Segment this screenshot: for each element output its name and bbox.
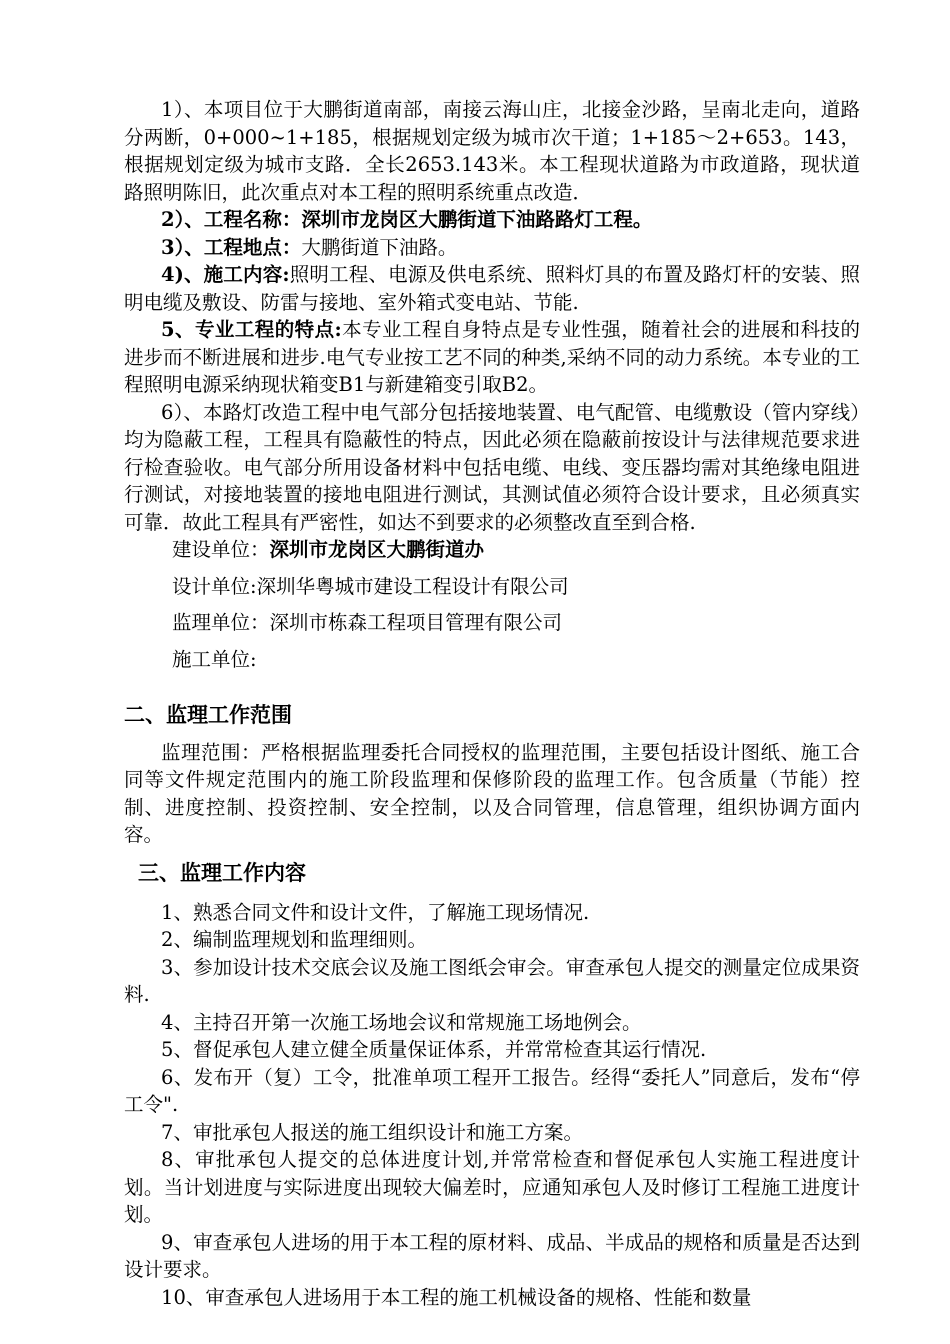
document-page: [124, 96, 860, 1311]
project-location-paragraph: 1）、本项目位于大鹏街道南部，南接云海山庄，北接金沙路，呈南北走向，道路分两断，0+000~1+185，根据规划定级为城市次干道；1+185～2+653。143，根据规划定级为城市支路．全长2653.143米。本工程现状道路为市政道路，现状道路照明陈旧，此次重点对本工程的照明系统重点改造．: [124, 98, 860, 204]
section-scope-heading: 二、监理工作范围: [124, 702, 292, 727]
list-item: 2、编制监理规划和监理细则。: [161, 928, 427, 951]
construction-content-value: 照明工程、电源及供电系统、照料灯具的布置及路灯杆的安装、照明电缆及敷设、防雷与接地、室外箱式变电站、节能.: [124, 263, 860, 314]
build-unit-line: [172, 536, 860, 563]
build-unit-label: 建设单位：: [172, 538, 270, 561]
engineering-features-paragraph: [124, 316, 860, 399]
list-item: 9、审查承包人进场的用于本工程的原材料、成品、半成品的规格和质量是否达到设计要求。: [124, 1230, 860, 1281]
engineering-features-value: 本专业工程自身特点是专业性强，随着社会的进展和科技的进步而不断进展和进步.电气专业按工艺不同的种类,采纳不同的动力系统。本专业的工程照明电源采纳现状箱变B1与新建箱变引取B2。: [124, 318, 860, 396]
design-unit-line: 设计单位:深圳华粤城市建设工程设计有限公司: [172, 574, 569, 598]
list-item: 1、熟悉合同文件和设计文件，了解施工现场情况.: [161, 900, 590, 924]
build-unit-value: 深圳市龙岗区大鹏街道办: [269, 538, 485, 561]
supervision-unit-line: 监理单位：深圳市栋森工程项目管理有限公司: [172, 611, 563, 634]
project-site-value: 大鹏街道下油路。: [301, 235, 458, 259]
list-item: 3、参加设计技术交底会议及施工图纸会审会。审查承包人提交的测量定位成果资料.: [124, 955, 860, 1006]
project-site-paragraph: [124, 234, 860, 262]
list-item: 6、发布开（复）工令，批准单项工程开工报告。经得“委托人”同意后，发布“停工令".: [124, 1065, 860, 1116]
construction-content-paragraph: [124, 261, 860, 316]
list-item: 8、审批承包人提交的总体进度计划,并常常检查和督促承包人实施工程进度计划。当计划进度与实际进度出现较大偏差时，应通知承包人及时修订工程施工进度计划。: [124, 1148, 860, 1226]
construction-content-label: 4)、施工内容:: [161, 263, 290, 286]
construction-unit-line: 施工单位:: [172, 647, 257, 671]
list-item: 5、督促承包人建立健全质量保证体系，并常常检查其运行情况.: [161, 1038, 707, 1061]
engineering-features-label: 5、专业工程的特点:: [161, 318, 342, 341]
project-name-paragraph: 2）、工程名称：深圳市龙岗区大鹏街道下油路路灯工程。: [161, 208, 653, 231]
list-item: 4、主持召开第一次施工场地会议和常规施工场地例会。: [161, 1010, 642, 1034]
section-content-heading: 三、监理工作内容: [138, 860, 306, 885]
list-item: 7、审批承包人报送的施工组织设计和施工方案。: [161, 1120, 583, 1144]
project-site-label: 3）、工程地点：: [161, 235, 302, 259]
section-scope-body: 监理范围：严格根据监理委托合同授权的监理范围，主要包括设计图纸、施工合同等文件规定范围内的施工阶段监理和保修阶段的监理工作。包含质量（节能）控制、进度控制、投资控制、安全控制，以及合同管理，信息管理，组织协调方面内容。: [124, 740, 860, 846]
list-item: 10、审查承包人进场用于本工程的施工机械设备的规格、性能和数量: [161, 1285, 752, 1309]
concealed-works-paragraph: 6）、本路灯改造工程中电气部分包括接地装置、电气配管、电缆敷设（管内穿线）均为隐蔽工程，工程具有隐蔽性的特点，因此必须在隐蔽前按设计与法律规范要求进行检查验收。电气部分所用设备材料中包括电缆、电线、变压器均需对其绝缘电阻进行测试，对接地装置的接地电阻进行测试，其测试值必须符合设计要求，且必须真实可靠．故此工程具有严密性，如达不到要求的必须整改直至到合格.: [124, 400, 860, 534]
